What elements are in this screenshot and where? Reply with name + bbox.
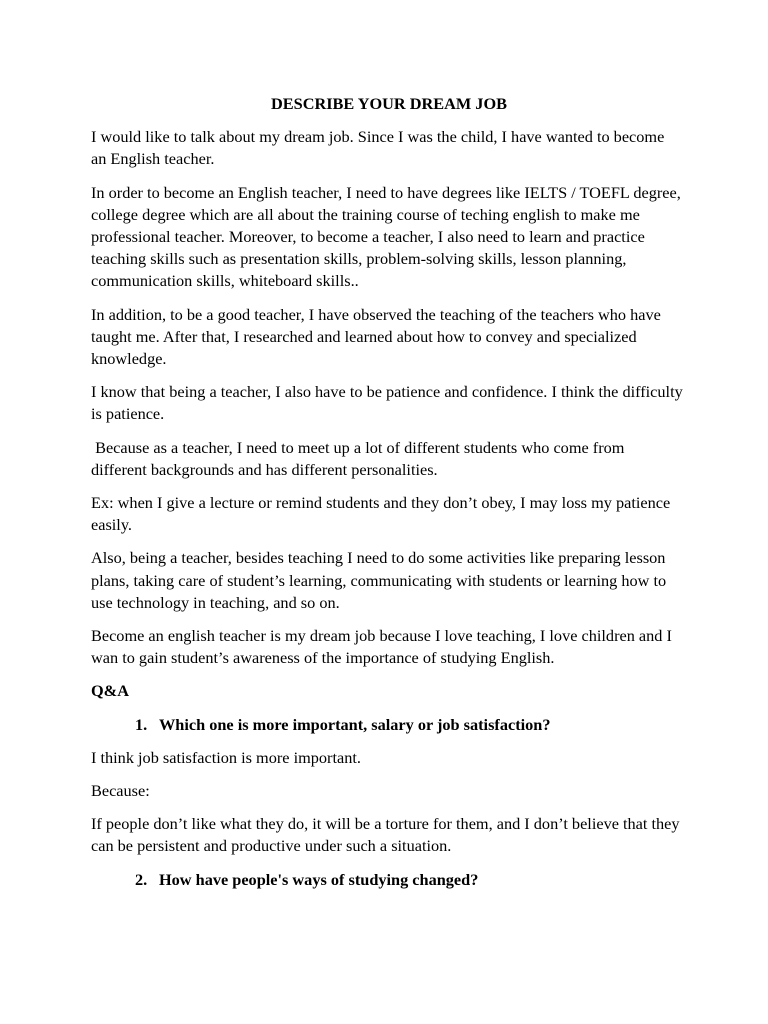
question-text: How have people's ways of studying changed?: [159, 869, 479, 889]
paragraph: Ex: when I give a lecture or remind students and they don’t obey, I may loss my patience easily.: [91, 493, 671, 535]
answer-paragraph: Because:: [91, 781, 150, 801]
document-body: [91, 93, 683, 902]
paragraph: Become an english teacher is my dream job because I love teaching, I love children and I wan to gain student’s awareness of the importance of studying English.: [91, 626, 672, 668]
document-title: DESCRIBE YOUR DREAM JOB: [271, 94, 507, 113]
question-2: [91, 869, 683, 891]
paragraph: I would like to talk about my dream job. Since I was the child, I have wanted to become an English teacher.: [91, 127, 665, 169]
question-number: 1.: [135, 714, 148, 734]
question-text: Which one is more important, salary or job satisfaction?: [159, 714, 551, 734]
qa-heading: Q&A: [91, 681, 129, 701]
paragraph: Because as a teacher, I need to meet up a lot of different students who come from different backgrounds and has different personalities.: [91, 437, 629, 479]
paragraph: In order to become an English teacher, I need to have degrees like IELTS / TOEFL degree, college degree which are all about the training course of teching english to make me professional teacher. Moreover, to become a teacher, I also need to learn and practice teaching skills such as presentation skills, problem-solving skills, lesson planning, communication skills, whiteboard skills..: [91, 182, 681, 291]
paragraph: I know that being a teacher, I also have to be patience and confidence. I think the difficulty is patience.: [91, 382, 683, 424]
paragraph: In addition, to be a good teacher, I have observed the teaching of the teachers who have taught me. After that, I researched and learned about how to convey and specialized knowledge.: [91, 304, 661, 369]
question-1: [91, 714, 683, 736]
answer-paragraph: I think job satisfaction is more important.: [91, 747, 361, 767]
answer-paragraph: If people don’t like what they do, it will be a torture for them, and I don’t believe that they can be persistent and productive under such a situation.: [91, 814, 680, 856]
paragraph: Also, being a teacher, besides teaching I need to do some activities like preparing lesson plans, taking care of student’s learning, communicating with students or learning how to use technology in teaching, and so on.: [91, 548, 667, 612]
question-number: 2.: [135, 869, 148, 889]
